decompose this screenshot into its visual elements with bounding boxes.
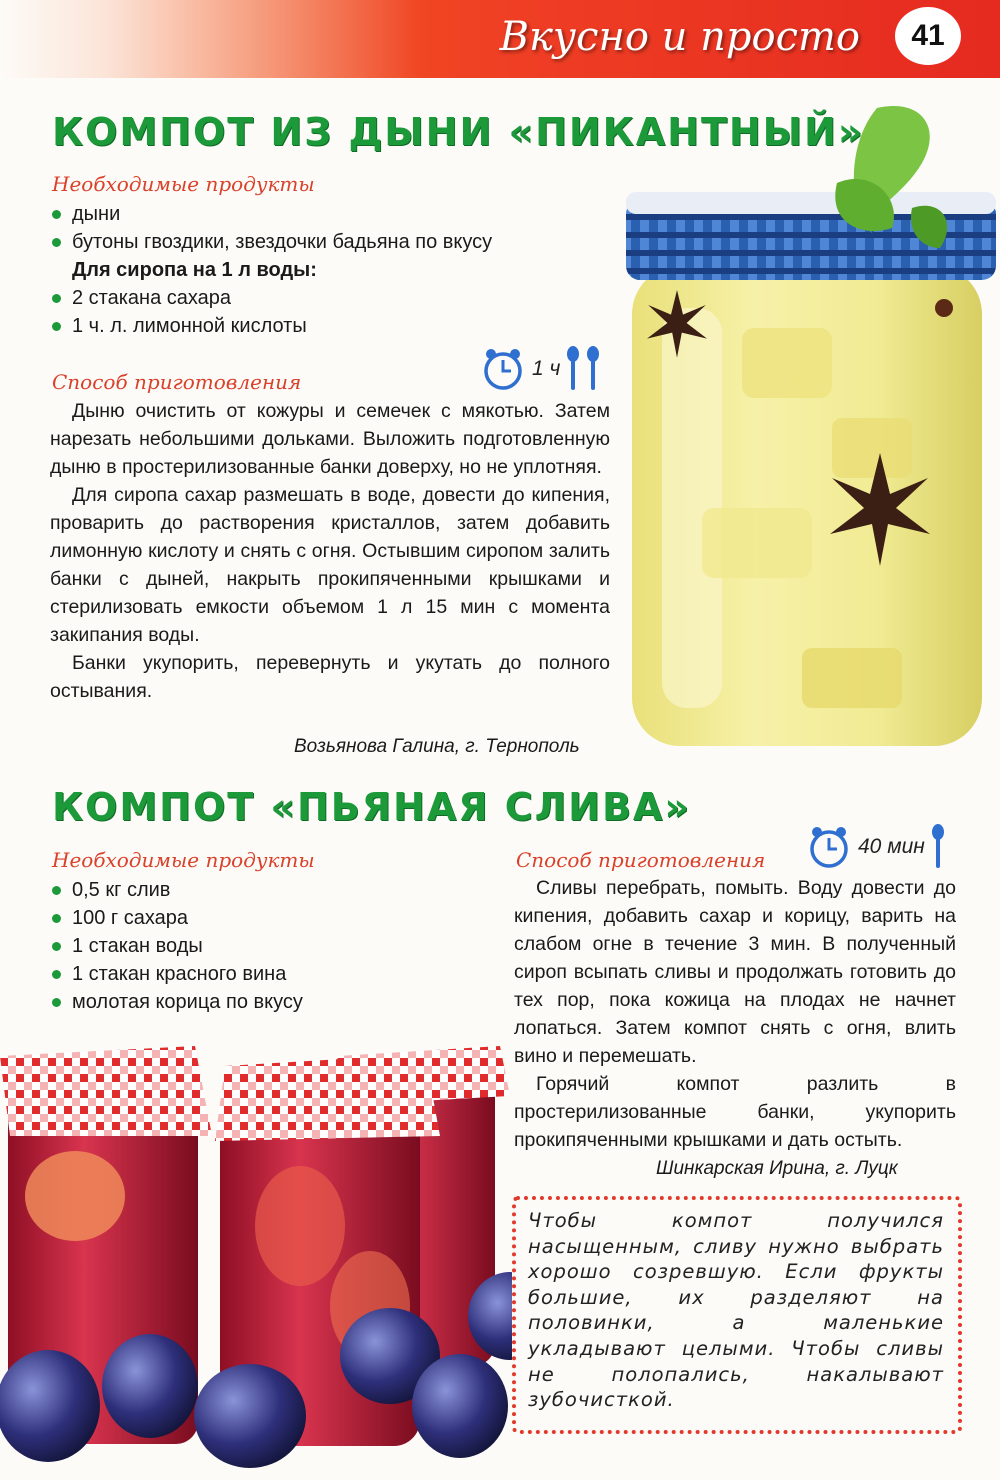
recipe2-timer [806,824,945,870]
melon-jar-illustration [622,88,1000,760]
recipe1-ingredient-list [50,200,610,340]
list-item: 1 ч. л. лимонной кислоты [50,312,610,340]
recipe1-method-heading: Способ приготовления [52,370,302,394]
syrup-heading: Для сиропа на 1 л воды: [72,259,317,281]
list-item: 2 стакана сахара [50,284,610,312]
spoon-icon [931,824,945,870]
list-item: 0,5 кг слив [50,876,490,904]
list-item: молотая корица по вкусу [50,988,490,1016]
recipe2-products-heading: Необходимые продукты [52,848,315,872]
alarm-clock-icon [806,824,852,870]
recipe2-method-heading: Способ приготовления [516,848,766,872]
spoon-icon [586,346,600,392]
recipe2-ingredient-list [50,876,490,1016]
page-number: 41 [898,10,958,62]
recipe2-time: 40 мин [858,835,925,858]
recipe1-title: КОМПОТ ИЗ ДЫНИ «ПИКАНТНЫЙ» [52,110,865,154]
list-item: 100 г сахара [50,904,490,932]
list-item: 1 стакан красного вина [50,960,490,988]
plum-jars-illustration [0,1026,560,1480]
recipe1-author: Возьянова Галина, г. Тернополь [294,736,580,757]
recipe1-method-text [50,397,610,705]
paragraph: Горячий компот разлить в простерилизованные банки, укупорить прокипяченными крышками и дать остыть. [514,1073,956,1151]
recipe1-timer [480,346,600,392]
list-item: 1 стакан воды [50,932,490,960]
paragraph: Банки укупорить, перевернуть и укутать до полного остывания. [50,652,610,702]
paragraph: Сливы перебрать, помыть. Воду довести до кипения, добавить сахар и корицу, варить на слабом огне в течение 3 мин. В полученный сироп всыпать сливы и продолжать готовить до тех пор, пока кожица на плодах не начнет лопаться. Затем компот снять с огня, влить вино и перемешать. [514,877,956,1067]
recipe2-author: Шинкарская Ирина, г. Луцк [656,1158,898,1179]
spoon-icon [566,346,580,392]
recipe1-products-heading: Необходимые продукты [52,172,315,196]
alarm-clock-icon [480,346,526,392]
recipe2-title: КОМПОТ «ПЬЯНАЯ СЛИВА» [52,785,691,829]
paragraph: Для сиропа сахар размешать в воде, довести до кипения, проварить до растворения кристаллов, затем добавить лимонную кислоту и снять с огня. Остывшим сиропом залить банки с дыней, накрыть прокипяченными крышками и стерилизовать емкости объемом 1 л 15 мин с момента закипания воды. [50,484,610,646]
list-item: дыни [50,200,610,228]
paragraph: Дыню очистить от кожуры и семечек с мякотью. Затем нарезать небольшими дольками. Выложить подготовленную дыню в простерилизованные банки доверху, но не уплотняя. [50,400,610,478]
section-title: Вкусно и просто [499,14,860,60]
recipe1-time: 1 ч [532,357,561,380]
recipe2-method-text [514,874,956,1154]
tip-text: Чтобы компот получился насыщенным, сливу нужно выбрать хорошо созревшую. Если фрукты большие, их разделяют на половинки, а маленькие укладывают целыми. Чтобы сливы не полопались, накалывают зубочисткой. [528,1209,944,1412]
list-item: бутоны гвоздики, звездочки бадьяна по вкусу [50,228,610,256]
